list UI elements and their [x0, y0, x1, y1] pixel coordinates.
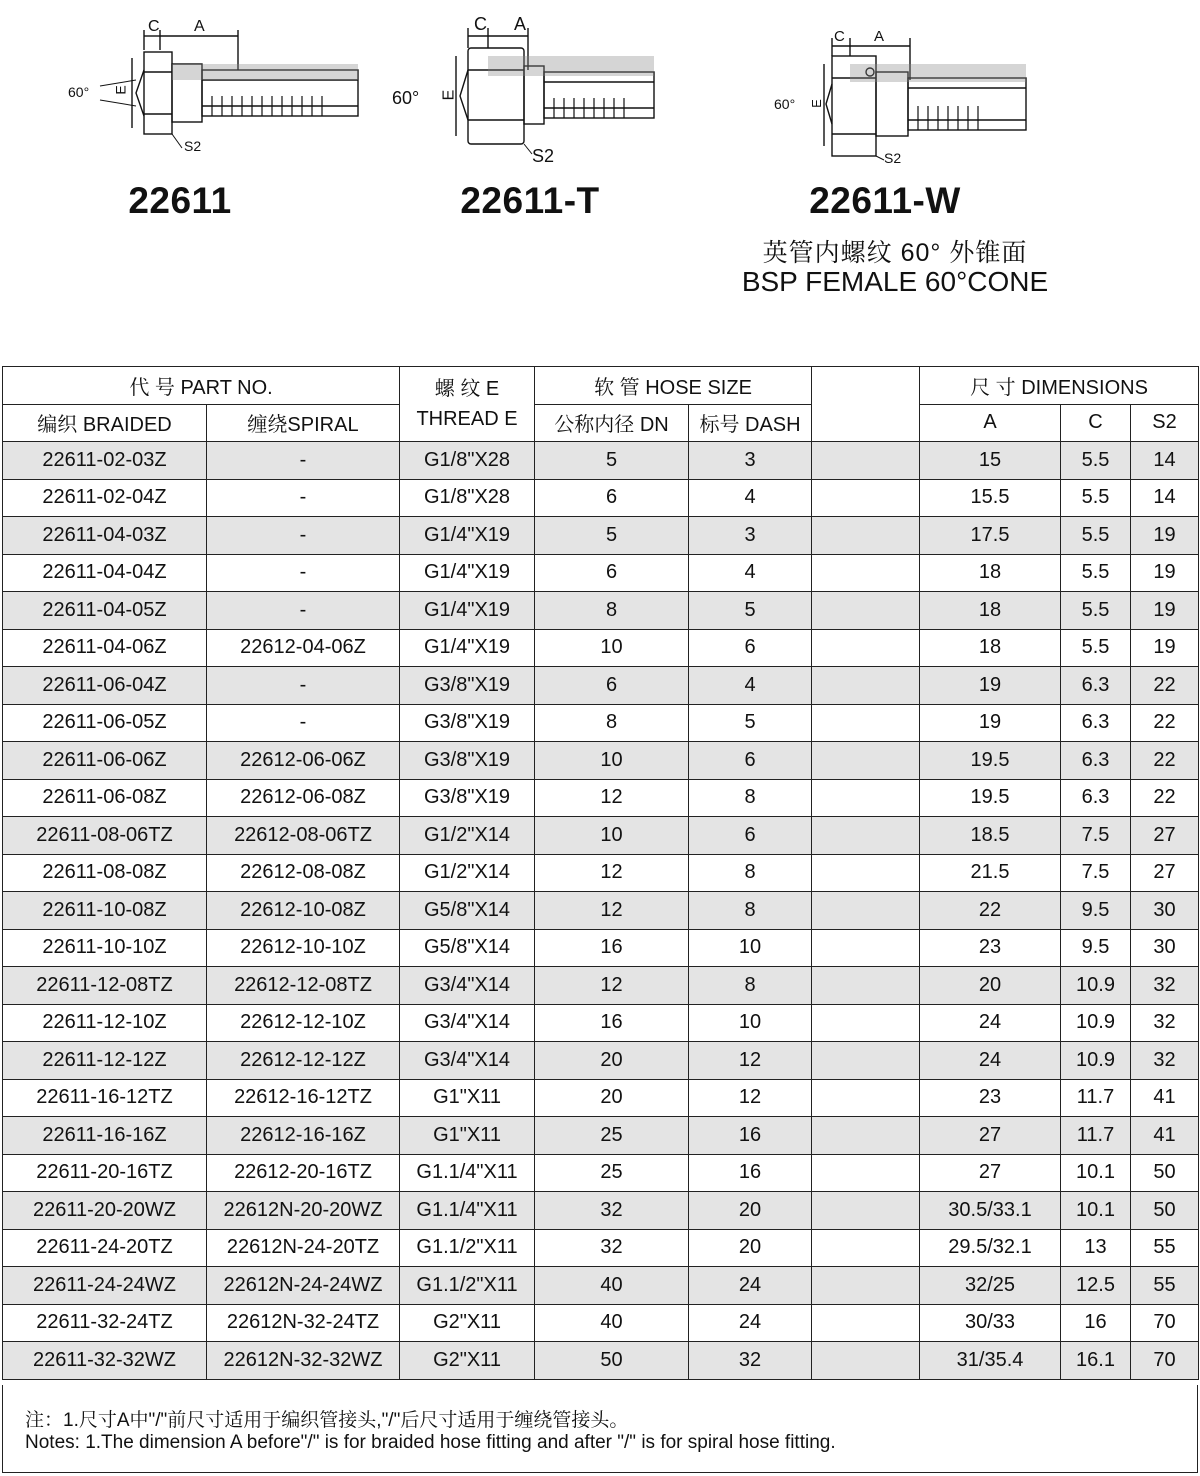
cell-spiral: -	[207, 442, 400, 480]
cell-braided: 22611-02-04Z	[3, 479, 207, 517]
cell-dn: 32	[535, 1229, 689, 1267]
cell-s2: 70	[1131, 1304, 1199, 1342]
cell-a: 30/33	[920, 1304, 1061, 1342]
cell-dash: 8	[689, 967, 812, 1005]
cell-spiral: 22612N-32-32WZ	[207, 1342, 400, 1380]
cell-a: 15	[920, 442, 1061, 480]
table-row	[3, 592, 1199, 630]
header-dimensions: 尺 寸 DIMENSIONS	[920, 367, 1199, 405]
cell-s2: 14	[1131, 442, 1199, 480]
figure-22611-t	[390, 0, 670, 170]
cell-dn: 12	[535, 854, 689, 892]
cell-dn: 16	[535, 929, 689, 967]
cell-braided: 22611-32-24TZ	[3, 1304, 207, 1342]
cell-s2: 27	[1131, 817, 1199, 855]
cell-a: 17.5	[920, 517, 1061, 555]
cell-s2: 32	[1131, 1004, 1199, 1042]
cell-spiral: 22612N-24-20TZ	[207, 1229, 400, 1267]
note-cn: 注：1.尺寸A中"/"前尺寸适用于编织管接头,"/"后尺寸适用于缠绕管接头。	[25, 1410, 629, 1431]
cell-dn: 12	[535, 967, 689, 1005]
cell-spiral: -	[207, 517, 400, 555]
cell-thread: G2"X11	[400, 1342, 535, 1380]
cell-dash: 20	[689, 1192, 812, 1230]
cell-dash: 24	[689, 1304, 812, 1342]
cell-dash: 8	[689, 779, 812, 817]
cell-dn: 12	[535, 779, 689, 817]
cell-s2: 19	[1131, 629, 1199, 667]
cell-thread: G3/4"X14	[400, 967, 535, 1005]
cell-blank	[812, 479, 920, 517]
cell-dash: 5	[689, 704, 812, 742]
cell-dash: 24	[689, 1267, 812, 1305]
cell-c: 11.7	[1061, 1117, 1131, 1155]
cell-blank	[812, 704, 920, 742]
cell-thread: G3/8"X19	[400, 742, 535, 780]
cell-braided: 22611-20-16TZ	[3, 1154, 207, 1192]
cell-thread: G1/2"X14	[400, 854, 535, 892]
header-thread-cn: 螺 纹 E	[434, 378, 500, 400]
table-row	[3, 1042, 1199, 1080]
label-c: C	[474, 14, 487, 34]
header-hose-size: 软 管 HOSE SIZE	[535, 367, 812, 405]
cell-dn: 10	[535, 742, 689, 780]
cell-s2: 22	[1131, 742, 1199, 780]
cell-spiral: 22612-16-16Z	[207, 1117, 400, 1155]
cell-blank	[812, 629, 920, 667]
model-22611-w: 22611-W	[809, 180, 961, 221]
cell-thread: G5/8"X14	[400, 892, 535, 930]
cell-blank	[812, 592, 920, 630]
cell-dash: 6	[689, 817, 812, 855]
table-row	[3, 704, 1199, 742]
cell-a: 18	[920, 554, 1061, 592]
cell-a: 19	[920, 704, 1061, 742]
table-row	[3, 667, 1199, 705]
cell-a: 18	[920, 629, 1061, 667]
cell-dash: 3	[689, 517, 812, 555]
cell-dn: 20	[535, 1079, 689, 1117]
label-e: E	[808, 99, 824, 108]
table-row	[3, 1192, 1199, 1230]
cell-s2: 22	[1131, 779, 1199, 817]
cell-blank	[812, 1342, 920, 1380]
cell-dn: 8	[535, 592, 689, 630]
cell-dash: 6	[689, 742, 812, 780]
label-angle: 60°	[68, 84, 90, 100]
model-22611: 22611	[128, 180, 232, 221]
cell-a: 31/35.4	[920, 1342, 1061, 1380]
table-row	[3, 1079, 1199, 1117]
cell-dash: 5	[689, 592, 812, 630]
cell-c: 16.1	[1061, 1342, 1131, 1380]
cell-dn: 12	[535, 892, 689, 930]
cell-c: 9.5	[1061, 892, 1131, 930]
cell-braided: 22611-16-16Z	[3, 1117, 207, 1155]
cell-dn: 6	[535, 667, 689, 705]
cell-braided: 22611-04-04Z	[3, 554, 207, 592]
cell-braided: 22611-04-05Z	[3, 592, 207, 630]
cell-spiral: 22612-10-10Z	[207, 929, 400, 967]
cell-thread: G1/4"X19	[400, 629, 535, 667]
cell-braided: 22611-06-05Z	[3, 704, 207, 742]
table-row	[3, 779, 1199, 817]
cell-blank	[812, 1229, 920, 1267]
table-row	[3, 892, 1199, 930]
cell-c: 6.3	[1061, 742, 1131, 780]
cell-spiral: 22612-20-16TZ	[207, 1154, 400, 1192]
cell-spiral: 22612-06-08Z	[207, 779, 400, 817]
cell-c: 5.5	[1061, 442, 1131, 480]
cell-blank	[812, 1304, 920, 1342]
label-angle: 60°	[392, 88, 420, 108]
header-thread	[400, 367, 535, 442]
cell-spiral: 22612-12-10Z	[207, 1004, 400, 1042]
label-a: A	[874, 28, 885, 45]
table-row	[3, 1304, 1199, 1342]
cell-a: 22	[920, 892, 1061, 930]
cell-s2: 19	[1131, 517, 1199, 555]
cell-spiral: -	[207, 479, 400, 517]
cell-dn: 6	[535, 554, 689, 592]
cell-s2: 30	[1131, 929, 1199, 967]
cell-dash: 20	[689, 1229, 812, 1267]
cell-dash: 32	[689, 1342, 812, 1380]
cell-blank	[812, 967, 920, 1005]
cell-a: 24	[920, 1004, 1061, 1042]
label-s2: S2	[532, 146, 555, 166]
cell-dash: 12	[689, 1079, 812, 1117]
cell-spiral: -	[207, 667, 400, 705]
cell-thread: G2"X11	[400, 1304, 535, 1342]
cell-thread: G1/4"X19	[400, 554, 535, 592]
cell-blank	[812, 1154, 920, 1192]
cell-dash: 16	[689, 1154, 812, 1192]
cell-braided: 22611-02-03Z	[3, 442, 207, 480]
cell-blank	[812, 554, 920, 592]
cell-a: 24	[920, 1042, 1061, 1080]
cell-blank	[812, 1079, 920, 1117]
cell-blank	[812, 892, 920, 930]
cell-thread: G5/8"X14	[400, 929, 535, 967]
table-row	[3, 854, 1199, 892]
cell-dn: 32	[535, 1192, 689, 1230]
table-row	[3, 742, 1199, 780]
cell-a: 23	[920, 1079, 1061, 1117]
cell-c: 6.3	[1061, 779, 1131, 817]
cell-dn: 20	[535, 1042, 689, 1080]
cell-c: 10.9	[1061, 1042, 1131, 1080]
cell-s2: 70	[1131, 1342, 1199, 1380]
cell-s2: 55	[1131, 1267, 1199, 1305]
cell-blank	[812, 779, 920, 817]
cell-a: 30.5/33.1	[920, 1192, 1061, 1230]
header-blank	[812, 367, 920, 442]
cell-a: 19	[920, 667, 1061, 705]
label-a: A	[194, 18, 205, 35]
cell-dash: 16	[689, 1117, 812, 1155]
cell-a: 15.5	[920, 479, 1061, 517]
cell-braided: 22611-12-08TZ	[3, 967, 207, 1005]
cell-a: 18	[920, 592, 1061, 630]
cell-blank	[812, 742, 920, 780]
cell-s2: 41	[1131, 1079, 1199, 1117]
cell-braided: 22611-06-08Z	[3, 779, 207, 817]
cell-dash: 10	[689, 929, 812, 967]
cell-thread: G1"X11	[400, 1117, 535, 1155]
header-spiral: 缠绕SPIRAL	[207, 404, 400, 442]
cell-thread: G3/8"X19	[400, 667, 535, 705]
cell-c: 7.5	[1061, 854, 1131, 892]
cell-spiral: 22612-10-08Z	[207, 892, 400, 930]
cell-c: 10.9	[1061, 1004, 1131, 1042]
cell-c: 5.5	[1061, 554, 1131, 592]
label-angle: 60°	[774, 96, 796, 112]
cell-braided: 22611-04-03Z	[3, 517, 207, 555]
label-s2: S2	[884, 150, 902, 166]
cell-braided: 22611-04-06Z	[3, 629, 207, 667]
model-22611-t: 22611-T	[460, 180, 600, 221]
cell-dn: 16	[535, 1004, 689, 1042]
table-row	[3, 1004, 1199, 1042]
cell-blank	[812, 442, 920, 480]
table-row	[3, 817, 1199, 855]
cell-braided: 22611-24-20TZ	[3, 1229, 207, 1267]
header-thread-en: THREAD E	[416, 408, 518, 430]
cell-spiral: 22612-08-08Z	[207, 854, 400, 892]
cell-c: 6.3	[1061, 704, 1131, 742]
cell-dash: 6	[689, 629, 812, 667]
cell-s2: 41	[1131, 1117, 1199, 1155]
cell-blank	[812, 854, 920, 892]
cell-a: 27	[920, 1117, 1061, 1155]
cell-s2: 32	[1131, 967, 1199, 1005]
cell-dash: 10	[689, 1004, 812, 1042]
figure-22611-w	[770, 0, 1050, 175]
table-row	[3, 1342, 1199, 1380]
subtitle-cn: 英管内螺纹 60° 外锥面	[762, 239, 1028, 267]
table-row	[3, 479, 1199, 517]
cell-thread: G3/8"X19	[400, 704, 535, 742]
cell-spiral: 22612-06-06Z	[207, 742, 400, 780]
cell-dash: 4	[689, 554, 812, 592]
cell-thread: G1.1/2"X11	[400, 1267, 535, 1305]
cell-spiral: -	[207, 592, 400, 630]
cell-a: 19.5	[920, 779, 1061, 817]
cell-blank	[812, 667, 920, 705]
cell-a: 21.5	[920, 854, 1061, 892]
cell-a: 27	[920, 1154, 1061, 1192]
cell-braided: 22611-16-12TZ	[3, 1079, 207, 1117]
cell-dn: 6	[535, 479, 689, 517]
label-a: A	[514, 14, 527, 34]
label-e: E	[440, 89, 458, 101]
cell-c: 11.7	[1061, 1079, 1131, 1117]
cell-s2: 32	[1131, 1042, 1199, 1080]
table-row	[3, 554, 1199, 592]
header-a: A	[920, 404, 1061, 442]
cell-spiral: 22612-16-12TZ	[207, 1079, 400, 1117]
cell-c: 5.5	[1061, 629, 1131, 667]
header-row-2	[3, 404, 1199, 442]
cell-c: 12.5	[1061, 1267, 1131, 1305]
cell-a: 19.5	[920, 742, 1061, 780]
cell-spiral: -	[207, 704, 400, 742]
cell-thread: G1/4"X19	[400, 517, 535, 555]
cell-braided: 22611-06-04Z	[3, 667, 207, 705]
cell-dash: 8	[689, 854, 812, 892]
cell-braided: 22611-08-08Z	[3, 854, 207, 892]
cell-blank	[812, 1117, 920, 1155]
table-row	[3, 442, 1199, 480]
cell-c: 7.5	[1061, 817, 1131, 855]
notes-box	[2, 1385, 1198, 1473]
fitting-drawing-22611	[60, 0, 370, 170]
cell-dn: 40	[535, 1304, 689, 1342]
cell-dn: 50	[535, 1342, 689, 1380]
cell-dn: 5	[535, 442, 689, 480]
cell-thread: G1.1/4"X11	[400, 1154, 535, 1192]
label-c: C	[834, 28, 845, 45]
cell-thread: G3/4"X14	[400, 1004, 535, 1042]
cell-thread: G1/2"X14	[400, 817, 535, 855]
cell-braided: 22611-32-32WZ	[3, 1342, 207, 1380]
cell-spiral: 22612-12-08TZ	[207, 967, 400, 1005]
cell-s2: 50	[1131, 1154, 1199, 1192]
cell-s2: 22	[1131, 667, 1199, 705]
cell-spiral: 22612-04-06Z	[207, 629, 400, 667]
cell-thread: G1/8"X28	[400, 479, 535, 517]
cell-s2: 14	[1131, 479, 1199, 517]
cell-dash: 4	[689, 479, 812, 517]
cell-blank	[812, 1042, 920, 1080]
cell-dash: 8	[689, 892, 812, 930]
cell-s2: 22	[1131, 704, 1199, 742]
table-row	[3, 1117, 1199, 1155]
note-en: Notes: 1.The dimension A before"/" is for braided hose fitting and after "/" is for spiral hose fitting.	[25, 1432, 836, 1453]
cell-thread: G1.1/2"X11	[400, 1229, 535, 1267]
cell-braided: 22611-20-20WZ	[3, 1192, 207, 1230]
cell-thread: G1.1/4"X11	[400, 1192, 535, 1230]
cell-a: 20	[920, 967, 1061, 1005]
cell-c: 5.5	[1061, 592, 1131, 630]
table-row	[3, 1267, 1199, 1305]
cell-c: 5.5	[1061, 479, 1131, 517]
cell-braided: 22611-12-12Z	[3, 1042, 207, 1080]
table-row	[3, 1154, 1199, 1192]
cell-dash: 3	[689, 442, 812, 480]
cell-c: 13	[1061, 1229, 1131, 1267]
cell-c: 10.1	[1061, 1192, 1131, 1230]
cell-blank	[812, 1267, 920, 1305]
cell-spiral: 22612-08-06TZ	[207, 817, 400, 855]
cell-dn: 25	[535, 1117, 689, 1155]
cell-dn: 40	[535, 1267, 689, 1305]
cell-c: 9.5	[1061, 929, 1131, 967]
cell-s2: 30	[1131, 892, 1199, 930]
header-braided: 编织 BRAIDED	[3, 404, 207, 442]
cell-braided: 22611-08-06TZ	[3, 817, 207, 855]
cell-blank	[812, 929, 920, 967]
cell-c: 10.9	[1061, 967, 1131, 1005]
cell-braided: 22611-10-10Z	[3, 929, 207, 967]
cell-s2: 19	[1131, 592, 1199, 630]
spec-table	[2, 366, 1199, 1380]
cell-thread: G1/8"X28	[400, 442, 535, 480]
header-row-1	[3, 367, 1199, 405]
cell-dn: 10	[535, 817, 689, 855]
table-row	[3, 929, 1199, 967]
cell-blank	[812, 1192, 920, 1230]
cell-s2: 50	[1131, 1192, 1199, 1230]
cell-c: 16	[1061, 1304, 1131, 1342]
cell-c: 5.5	[1061, 517, 1131, 555]
cell-dn: 10	[535, 629, 689, 667]
cell-dash: 12	[689, 1042, 812, 1080]
cell-c: 6.3	[1061, 667, 1131, 705]
cell-thread: G1"X11	[400, 1079, 535, 1117]
cell-braided: 22611-12-10Z	[3, 1004, 207, 1042]
header-part-no: 代 号 PART NO.	[3, 367, 400, 405]
cell-a: 23	[920, 929, 1061, 967]
cell-dash: 4	[689, 667, 812, 705]
cell-blank	[812, 517, 920, 555]
fitting-drawing-22611-w	[770, 0, 1050, 175]
header-s2: S2	[1131, 404, 1199, 442]
cell-a: 32/25	[920, 1267, 1061, 1305]
header-dn: 公称内径 DN	[535, 404, 689, 442]
cell-s2: 55	[1131, 1229, 1199, 1267]
cell-braided: 22611-10-08Z	[3, 892, 207, 930]
cell-blank	[812, 1004, 920, 1042]
cell-spiral: -	[207, 554, 400, 592]
cell-spiral: 22612N-24-24WZ	[207, 1267, 400, 1305]
table-row	[3, 629, 1199, 667]
table-row	[3, 967, 1199, 1005]
cell-spiral: 22612N-32-24TZ	[207, 1304, 400, 1342]
label-c: C	[148, 18, 160, 35]
fitting-drawing-22611-t	[390, 0, 670, 170]
figure-22611	[60, 0, 370, 170]
cell-thread: G3/4"X14	[400, 1042, 535, 1080]
table-row	[3, 1229, 1199, 1267]
cell-spiral: 22612N-20-20WZ	[207, 1192, 400, 1230]
label-s2: S2	[184, 138, 202, 154]
label-e: E	[112, 85, 129, 95]
cell-thread: G1/4"X19	[400, 592, 535, 630]
cell-a: 18.5	[920, 817, 1061, 855]
cell-s2: 27	[1131, 854, 1199, 892]
header-c: C	[1061, 404, 1131, 442]
subtitle-en: BSP FEMALE 60°CONE	[741, 266, 1049, 297]
cell-a: 29.5/32.1	[920, 1229, 1061, 1267]
cell-dn: 8	[535, 704, 689, 742]
cell-blank	[812, 817, 920, 855]
cell-spiral: 22612-12-12Z	[207, 1042, 400, 1080]
header-dash: 标号 DASH	[689, 404, 812, 442]
table-row	[3, 517, 1199, 555]
cell-braided: 22611-24-24WZ	[3, 1267, 207, 1305]
cell-s2: 19	[1131, 554, 1199, 592]
cell-c: 10.1	[1061, 1154, 1131, 1192]
cell-dn: 5	[535, 517, 689, 555]
cell-thread: G3/8"X19	[400, 779, 535, 817]
cell-dn: 25	[535, 1154, 689, 1192]
cell-braided: 22611-06-06Z	[3, 742, 207, 780]
